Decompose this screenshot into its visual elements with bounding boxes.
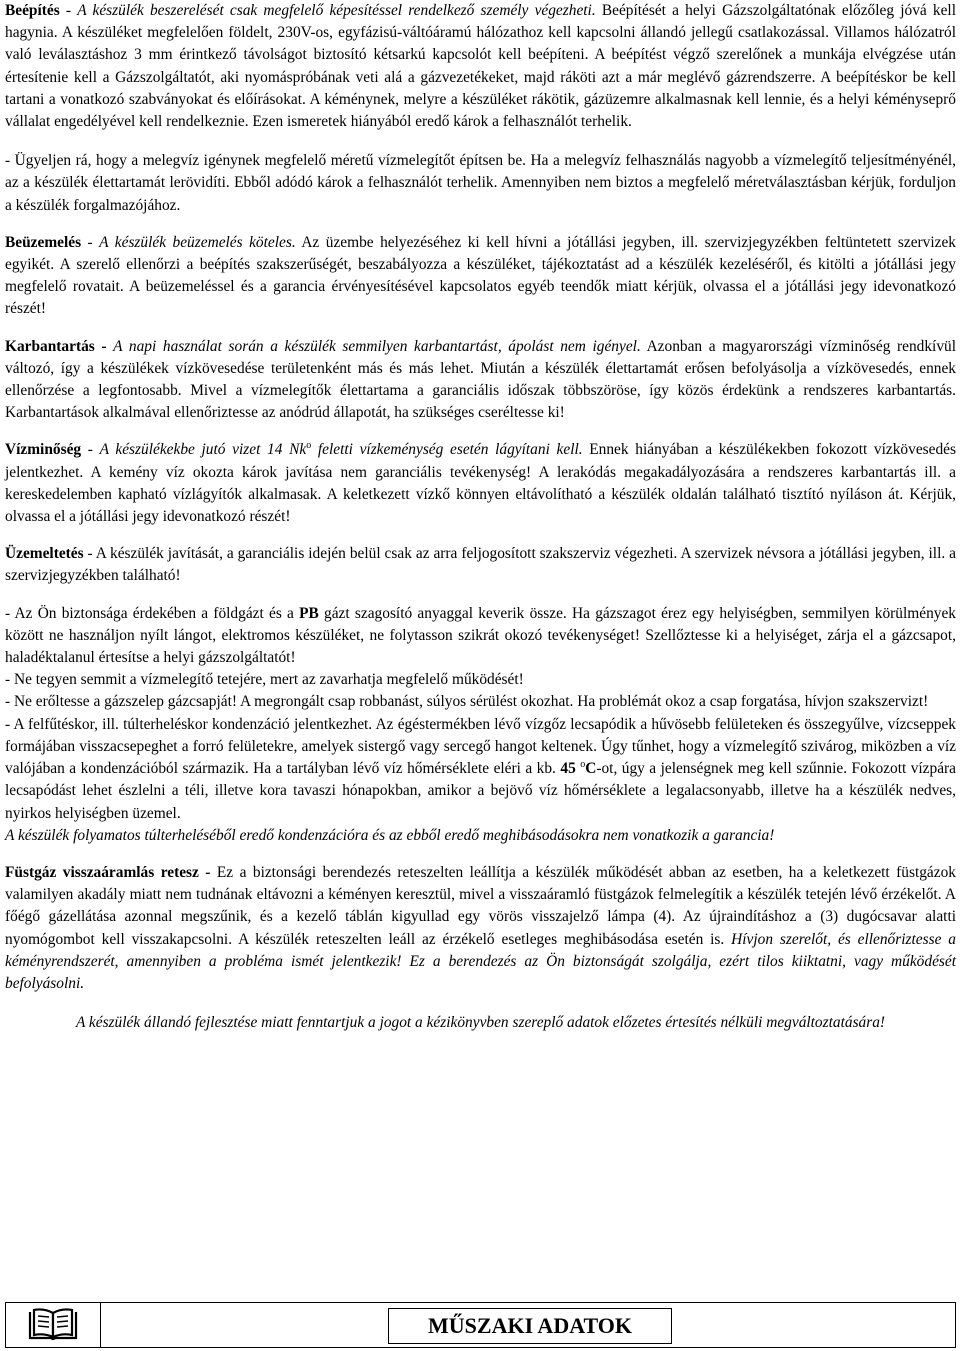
text-run: - A készülék javítását, a garanciális idején belül csak az arra feljogosított szakszerviz végezheti. A szervizek névsora a jótállási jegyben, ill. a szervizjegyzékben található! <box>5 545 956 585</box>
text-run: - Ne erőltesse a gázszelep gázcsapját! A megrongált csap robbanást, súlyos sérülést okozhat. Ha problémát okoz a csap forgatása, hívjon szakszervizt! <box>5 693 929 711</box>
book-icon-box <box>6 1303 101 1347</box>
text-run: A készülék állandó fejlesztése miatt fenntartjuk a jogot a kézikönyvben szereplő adatok előzetes értesítés nélküli megváltoztatására! <box>75 1014 886 1032</box>
text-run: Az üzembe helyezéséhez ki kell hívni a jótállási jegyben, ill. szervizjegyzékben feltüntetett szervizek egyikét. A szerelő ellenőrzi a beépítés szakszerűségét, beszabályozza a készüléket, tájékoztatást ad a készülék kezeléséről, és kitölti a jótállási jegy megfelelő rovatait. A beüzemeléssel és a garancia érvényesítésével kapcsolatos egyéb teendők miatt kérjük, olvassa el a jótállási jegy idevonatkozó részét! <box>5 233 956 318</box>
text-run: - <box>81 233 100 251</box>
text-run: - Ne tegyen semmit a vízmelegítő tetejére, mert az zavarhatja megfelelő működését! <box>5 671 524 689</box>
text-run: A napi használat során a készülék semmilyen karbantartást, ápolást nem igényel. <box>113 337 641 355</box>
text-run: C <box>585 760 597 778</box>
text-run: Beüzemelés <box>5 233 82 251</box>
text-run: - Az Ön biztonsága érdekében a földgázt és a <box>5 604 300 622</box>
text-run: A készülékekbe jutó vizet 14 Nk <box>99 441 307 459</box>
text-run: Füstgáz visszaáramlás retesz - <box>5 863 217 881</box>
text-run: A készülék beüzemelés köteles. <box>99 233 296 251</box>
text-run: A készülék beszerelését csak megfelelő képesítéssel rendelkező személy végezheti. <box>77 2 596 19</box>
paragraph <box>5 825 956 847</box>
text-run: Ez a biztonsági berendezés reteszelten leállítja a készülék működését abban az esetben, ha a keletkezett füstgázok valamilyen akadály miatt nem tudnának eltávozni a kéményen keresztül, mivel a visszaáramló füstgázok felmelegítik a készülék tetején lévő érzékelőt. A főégő gázellátása azonnal megszűnik, és a kezelő táblán kigyullad egy vörös visszajelző lámpa (4). Az újraindításhoz a (3) dugócsavar alatti nyomógombot kell visszakapcsolni. A készülék reteszelten leáll az érzékelő esetleges meghibásodása esetén is. <box>5 863 956 948</box>
text-run: - Ügyeljen rá, hogy a melegvíz igénynek megfelelő méretű vízmelegítőt építsen be. Ha a melegvíz felhasználás nagyobb a vízmelegítő teljesítményénél, az a készülék élettartamát lerövidíti. Ebből adódó károk a felhasználót terhelik. Amennyiben nem biztos a megfelelő méretválasztásban kérjük, forduljon a készülék forgalmazójához. <box>5 152 956 214</box>
section-header-bar <box>5 1302 956 1348</box>
text-run: Üzemeltetés <box>5 545 84 563</box>
text-run: o <box>580 759 586 771</box>
book-icon <box>28 1308 78 1342</box>
paragraph <box>5 1012 956 1034</box>
document-body <box>5 0 956 1034</box>
text-run: Karbantartás - <box>5 337 114 355</box>
text-run: o <box>306 440 312 452</box>
text-run: PB <box>299 604 319 622</box>
text-run: - A felfűtéskor, ill. túlterheléskor kondenzáció jelentkezhet. Az égéstermékben lévő vízgőz lecsapódik a hűvösebb felületeken és összegyűlve, vízcseppek formájában visszacsepeghet a forró felületekre, amelyek sistergő vagy sercegő hangot keltenek. Úgy tűnhet, hogy a vízmelegítő szivárog, miközben a víz valójában a kondenzációból származik. Ha a tartályban lévő víz hőmérséklete eléri a kb. <box>5 715 956 778</box>
paragraph <box>5 439 956 528</box>
text-run: feletti vízkeménység esetén lágyítani kell. <box>311 441 583 459</box>
text-run: Beépítés <box>5 2 60 19</box>
paragraph <box>5 543 956 587</box>
text-run: Vízminőség <box>5 441 82 459</box>
text-run: - <box>59 2 78 19</box>
text-run: Hívjon szerelőt, és ellenőriztesse a kéményrendszerét, amennyiben a probléma ismét jelentkezik! Ez a berendezés az Ön biztonságát szolgálja, ezért tilos kiiktatni, vagy működését befolyásolni. <box>5 930 956 992</box>
paragraph <box>5 150 956 217</box>
paragraph <box>5 336 956 425</box>
paragraph <box>5 232 956 321</box>
text-run: Ennek hiányában a készülékekben fokozott vízkövesedés jelentkezhet. A kemény víz okozta károk javítása nem garanciális tevékenység! A lerakódás megakadályozására a rendszeres karbantartás ill. a kereskedelemben kapható vízlágyítók alkalmasak. A keletkezett vízkő könnyen eltávolítható a készülék oldalán található tisztító nyíláson át. Kérjük, olvassa el a jótállási jegy idevonatkozó részét! <box>5 441 956 526</box>
paragraph <box>5 603 956 670</box>
paragraph <box>5 669 956 691</box>
section-title: MŰSZAKI ADATOK <box>388 1308 672 1344</box>
text-run: A készülék folyamatos túlterheléséből eredő kondenzációra és az ebből eredő meghibásodásokra nem vonatkozik a garancia! <box>5 826 775 844</box>
text-run: Beépítését a helyi Gázszolgáltatónak előzőleg jóvá kell hagynia. A készüléket megfelelően földelt, 230V-os, egyfázisú-váltóáramú hálózathoz kell kapcsolni állandó jellegű csatlakozással. Villamos hálózatról való leválasztáshoz 3 mm érintkező távolságot biztosító kétsarkú kapcsolót kell beépíteni. A beépítést végző szerelőnek a munkája elvégzése után értesítenie kell a Gázszolgáltatót, aki nyomáspróbának veti alá a gázvezetékeket, majd ráköti azt a már meglévő gázrendszerre. A beépítéskor be kell tartani a vonatkozó szabványokat és előírásokat. A kéménynek, melyre a készüléket rákötik, gázüzemre alkalmasnak kell lennie, és a helyi kéményseprő vállalat engedélyével kell rendelkeznie. Ezen ismeretek hiányából eredő károk a felhasználót terhelik. <box>5 2 956 131</box>
text-run: Azonban a magyarországi vízminőség rendkívül változó, így a készülékek vízkövesedése területenként más és más lehet. Miután a készülék élettartamát erősen befolyásolja a vízkövesedés, ennek ellenőrzése a legfontosabb. Mivel a vízmelegítők élettartama a garanciális időszak többszöröse, így közös érdekünk a rendszeres karbantartás. Karbantartások alkalmával ellenőriztesse az anódrúd állapotát, ha szükséges cseréltesse ki! <box>5 337 956 422</box>
text-run: 45 <box>560 760 581 778</box>
paragraph <box>5 691 956 713</box>
paragraph <box>5 0 956 133</box>
text-run: gázt szagosító anyaggal keverik össze. Ha gázszagot érez egy helyiségben, semmilyen körülmények között ne használjon nyílt lángot, elektromos készüléket, ne folytasson szikrát okozó tevékenységet! Szellőztesse ki a helyiséget, zárja el a gázcsapot, haladéktalanul értesítse a helyi gázszolgáltatót! <box>5 604 956 667</box>
paragraph <box>5 862 956 995</box>
text-run: -ot, úgy a jelenségnek meg kell szűnnie. Fokozott vízpára lecsapódást lehet észlelni a téli, illetve kora tavaszi hónapokban, amikor a bejövő víz hőmérséklete a legalacsonyabb, illetve ha a készülék nedves, nyirkos helyiségben üzemel. <box>5 760 956 822</box>
paragraph <box>5 714 956 825</box>
text-run: - <box>81 441 100 459</box>
